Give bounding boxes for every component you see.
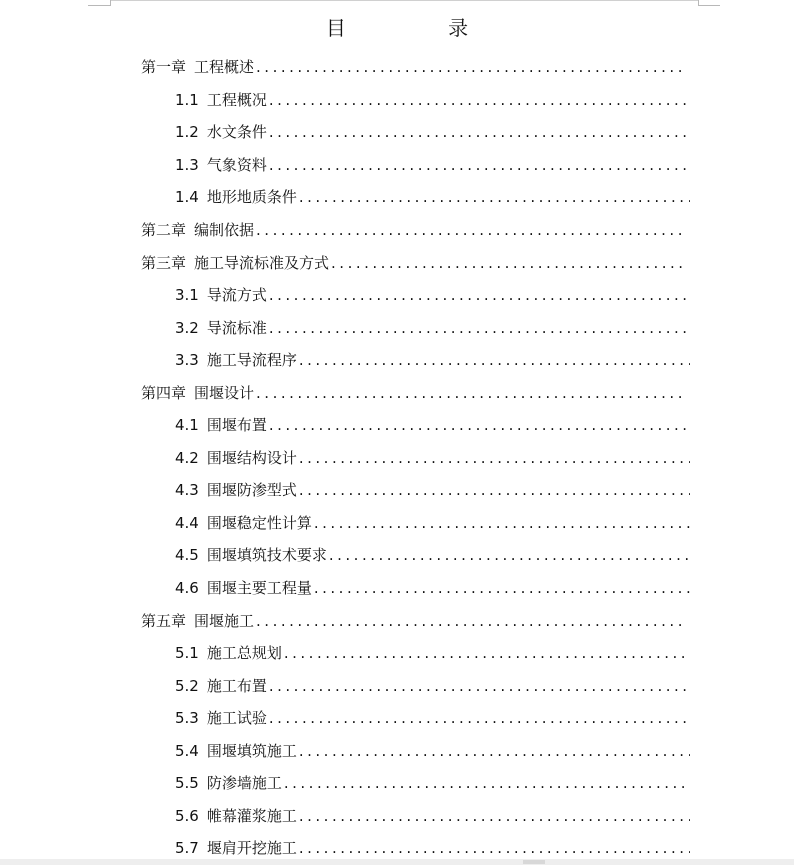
dot-leader [314, 578, 690, 598]
crop-mark-right [698, 5, 720, 6]
toc-section-entry[interactable] [0, 734, 690, 767]
toc-entry-title: 防渗墙施工 [206, 774, 282, 793]
toc-chapter-entry[interactable] [0, 51, 687, 84]
toc-entry-title: 编制依据 [194, 221, 255, 239]
toc-section-entry[interactable] [0, 637, 690, 670]
dot-leader [269, 155, 690, 175]
toc-chapter-entry[interactable] [0, 376, 687, 409]
dot-leader [299, 838, 690, 858]
toc-entry-title: 施工总规划 [206, 644, 282, 663]
scrollbar-thumb[interactable] [523, 860, 545, 864]
toc-entry-title: 施工布置 [206, 676, 267, 695]
toc-section-entry[interactable] [0, 474, 690, 507]
crop-mark-right-vertical [698, 0, 699, 6]
toc-chapter-entry[interactable] [0, 214, 687, 247]
toc-section-entry[interactable] [0, 409, 690, 442]
toc-entry-title: 围堰布置 [206, 416, 267, 435]
toc-entry-title: 气象资料 [206, 155, 267, 174]
dot-leader [269, 90, 690, 110]
toc-section-entry[interactable] [0, 507, 690, 540]
dot-leader [299, 806, 690, 826]
table-of-contents [0, 51, 794, 865]
dot-leader [269, 318, 690, 338]
dot-leader [256, 220, 687, 240]
dot-leader [331, 253, 687, 273]
toc-entry-number: 第三章 [141, 253, 187, 272]
toc-entry-title: 帷幕灌浆施工 [206, 806, 297, 825]
dot-leader [269, 708, 690, 728]
toc-entry-number: 5.7 [175, 839, 199, 858]
toc-section-entry[interactable] [0, 702, 690, 735]
dot-leader [314, 513, 690, 533]
toc-entry-title: 导流方式 [206, 286, 267, 305]
toc-section-entry[interactable] [0, 669, 690, 702]
dot-leader [269, 285, 690, 305]
toc-entry-title: 工程概述 [194, 58, 255, 77]
toc-entry-number: 3.3 [175, 351, 199, 370]
toc-section-entry[interactable] [0, 84, 690, 117]
toc-entry-title: 施工导流标准及方式 [194, 253, 330, 272]
toc-section-entry[interactable] [0, 800, 690, 833]
crop-mark-left-vertical [110, 0, 111, 6]
toc-section-entry[interactable] [0, 181, 690, 214]
toc-entry-number: 4.4 [175, 513, 199, 532]
toc-section-entry[interactable] [0, 767, 690, 800]
toc-entry-number: 4.5 [175, 546, 199, 565]
dot-leader [284, 643, 690, 663]
toc-entry-title: 围堰填筑技术要求 [206, 546, 327, 565]
dot-leader [269, 676, 690, 696]
toc-entry-title: 水文条件 [206, 123, 267, 142]
toc-title: 目 录 [325, 16, 517, 40]
toc-entry-number: 1.2 [175, 123, 199, 142]
toc-entry-number: 4.1 [175, 416, 199, 435]
toc-section-entry[interactable] [0, 344, 690, 377]
dot-leader [299, 187, 690, 207]
toc-entry-number: 5.4 [175, 741, 199, 760]
toc-entry-number: 4.2 [175, 448, 199, 467]
toc-entry-title: 地形地质条件 [206, 188, 297, 207]
dot-leader [299, 448, 690, 468]
toc-entry-title: 围堰设计 [194, 383, 255, 402]
toc-entry-title: 堰肩开挖施工 [206, 839, 297, 858]
toc-entry-number: 1.3 [175, 155, 199, 174]
toc-entry-number: 5.3 [175, 709, 199, 728]
toc-section-entry[interactable] [0, 149, 690, 182]
toc-entry-title: 施工试验 [206, 709, 267, 728]
toc-entry-title: 围堰稳定性计算 [206, 513, 312, 532]
horizontal-scrollbar[interactable] [0, 859, 794, 865]
toc-entry-number: 5.2 [175, 676, 199, 695]
toc-entry-title: 围堰主要工程量 [206, 579, 312, 598]
toc-entry-number: 1.1 [175, 90, 199, 109]
toc-section-entry[interactable] [0, 311, 690, 344]
toc-section-entry[interactable] [0, 279, 690, 312]
crop-mark-left [88, 5, 110, 6]
toc-chapter-entry[interactable] [0, 246, 687, 279]
toc-entry-number: 4.3 [175, 481, 199, 500]
toc-section-entry[interactable] [0, 442, 690, 475]
toc-entry-number: 5.6 [175, 806, 199, 825]
toc-section-entry[interactable] [0, 539, 690, 572]
toc-entry-title: 导流标准 [206, 318, 267, 337]
toc-entry-number: 4.6 [175, 579, 199, 598]
toc-section-entry[interactable] [0, 116, 690, 149]
dot-leader [269, 122, 690, 142]
dot-leader [256, 383, 687, 403]
toc-entry-number: 5.1 [175, 644, 199, 663]
dot-leader [299, 480, 690, 500]
toc-entry-number: 1.4 [175, 188, 199, 207]
toc-entry-number: 3.2 [175, 318, 199, 337]
toc-entry-number: 第一章 [141, 58, 187, 77]
toc-section-entry[interactable] [0, 572, 690, 605]
dot-leader [256, 611, 687, 631]
dot-leader [256, 57, 687, 77]
toc-entry-number: 3.1 [175, 286, 199, 305]
dot-leader [269, 415, 690, 435]
dot-leader [299, 741, 690, 761]
toc-entry-title: 围堰防渗型式 [206, 481, 297, 500]
toc-entry-title: 围堰结构设计 [206, 448, 297, 467]
toc-chapter-entry[interactable] [0, 604, 687, 637]
toc-entry-title: 施工导流程序 [206, 351, 297, 370]
page-edge-marks [0, 0, 794, 12]
toc-entry-title: 工程概况 [206, 90, 267, 109]
dot-leader [284, 773, 690, 793]
dot-leader [329, 545, 690, 565]
toc-entry-number: 第五章 [141, 611, 187, 630]
toc-entry-number: 5.5 [175, 774, 199, 793]
toc-entry-title: 围堰施工 [194, 611, 255, 630]
toc-entry-number: 第二章 [141, 221, 187, 239]
page-top-edge [110, 0, 698, 1]
toc-entry-number: 第四章 [141, 383, 187, 402]
dot-leader [299, 350, 690, 370]
toc-entry-title: 围堰填筑施工 [206, 741, 297, 760]
